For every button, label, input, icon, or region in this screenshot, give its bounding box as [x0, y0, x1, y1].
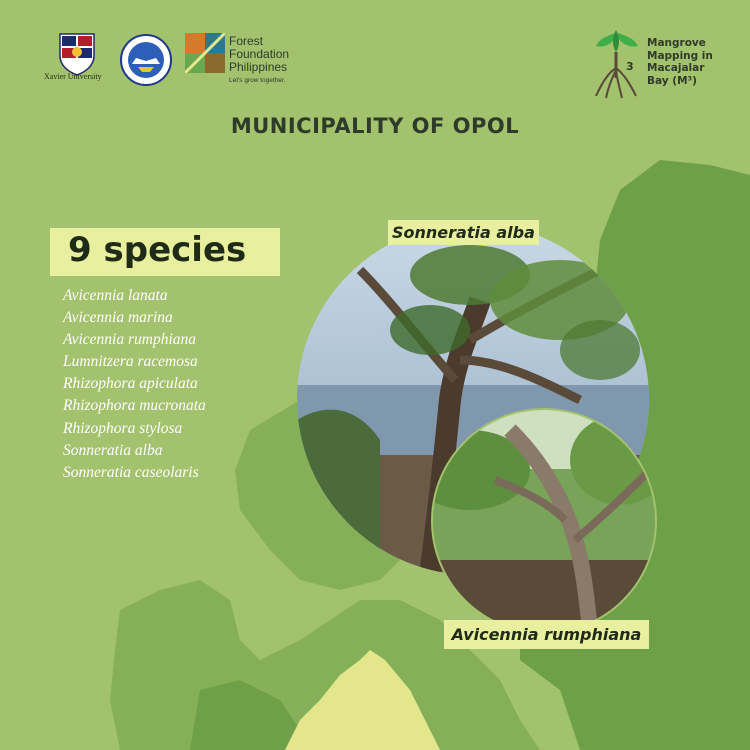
- xavier-university-name: Xavier University: [44, 72, 102, 81]
- species-item: Rhizophora mucronata: [63, 397, 206, 415]
- m3-line3: Macajalar: [647, 62, 705, 74]
- m3-line1: Mangrove: [647, 37, 706, 49]
- species-item: Avicennia marina: [63, 309, 173, 327]
- ff-line1: Forest: [229, 34, 264, 48]
- ff-line2: Foundation: [229, 47, 290, 61]
- species-item: Avicennia lanata: [63, 287, 168, 304]
- species-item: Lumnitzera racemosa: [63, 353, 198, 371]
- species-count: 9 species: [68, 230, 247, 270]
- species-item: Rhizophora apiculata: [63, 375, 198, 393]
- avicennia-rumphiana-label: Avicennia rumphiana: [444, 620, 649, 649]
- species-item: Sonneratia caseolaris: [63, 463, 199, 481]
- m3-line4: Bay (M³): [647, 74, 697, 87]
- m3-line2: Mapping in: [647, 49, 713, 62]
- m3-badge: 3: [626, 60, 634, 73]
- species-item: Sonneratia alba: [63, 441, 163, 459]
- species-item: Rhizophora stylosa: [63, 419, 183, 437]
- species-item: Avicennia rumphiana: [63, 331, 197, 349]
- ff-line3: Philippines: [229, 60, 288, 74]
- sonneratia-alba-label: Sonneratia alba: [388, 220, 539, 245]
- forest-foundation-tagline: Let's grow together.: [229, 77, 286, 84]
- page-title: MUNICIPALITY OF OPOL: [230, 114, 520, 138]
